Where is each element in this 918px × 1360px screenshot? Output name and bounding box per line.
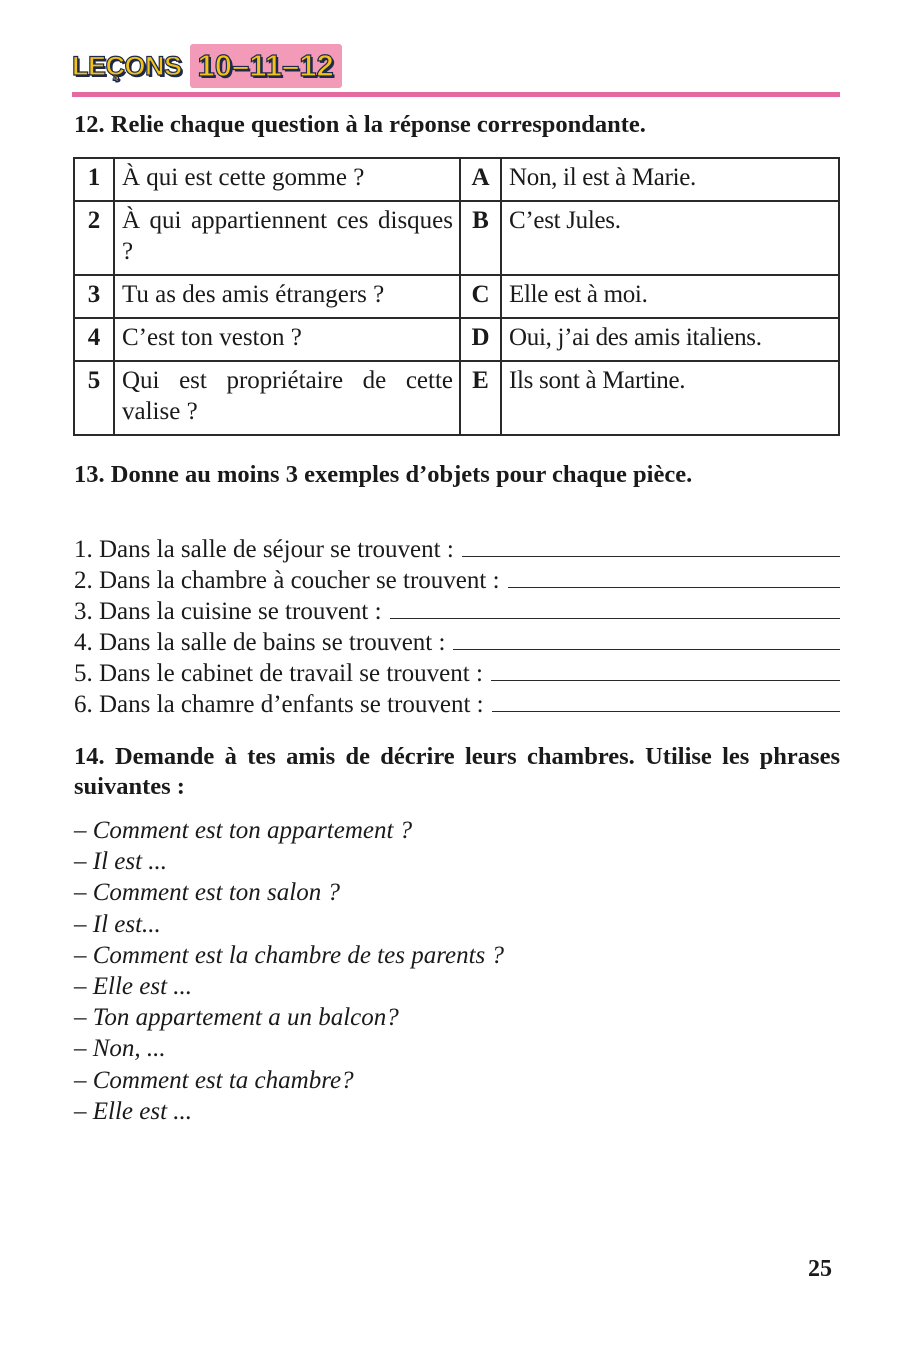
list-item <box>74 626 840 657</box>
prompt-text: 6. Dans la chamre d’enfants se trouvent : <box>74 691 484 718</box>
header-divider <box>72 92 840 97</box>
answer-text: Ils sont à Martine. <box>501 361 839 435</box>
question-text: À qui appartiennent ces disques ? <box>114 201 460 275</box>
answer-blank-line[interactable] <box>491 680 840 681</box>
list-item <box>74 595 840 626</box>
lessons-label: LEÇONS <box>72 50 182 81</box>
question-number: 2 <box>74 201 114 275</box>
answer-blank-line[interactable] <box>390 618 840 619</box>
dialogue-line: – Elle est ... <box>74 973 193 1001</box>
dialogue-list <box>74 815 504 1127</box>
table-row <box>74 361 839 435</box>
question-number: 3 <box>74 275 114 318</box>
prompt-text: 5. Dans le cabinet de travail se trouvent : <box>74 660 483 687</box>
answer-text: Elle est à moi. <box>501 275 839 318</box>
table-row <box>74 275 839 318</box>
answer-letter: A <box>460 158 501 201</box>
table-row <box>74 158 839 201</box>
dialogue-line: – Il est ... <box>74 848 168 876</box>
answer-letter: D <box>460 318 501 361</box>
prompt-text: 1. Dans la salle de séjour se trouvent : <box>74 536 454 563</box>
answer-text: C’est Jules. <box>501 201 839 275</box>
question-text: À qui est cette gomme ? <box>114 158 460 201</box>
answer-letter: C <box>460 275 501 318</box>
dialogue-line: – Comment est ta chambre? <box>74 1066 354 1094</box>
dialogue-line: – Non, ... <box>74 1035 166 1063</box>
list-item <box>74 657 840 688</box>
list-item <box>74 533 840 564</box>
question-number: 1 <box>74 158 114 201</box>
exercise-14-title: 14. Demande à tes amis de décrire leurs chambres. Utilise les phrases suivantes : <box>74 743 840 800</box>
dialogue-line: – Ton appartement a un balcon? <box>74 1004 399 1032</box>
lesson-header <box>72 42 342 90</box>
answer-blank-line[interactable] <box>508 587 840 588</box>
dialogue-line: – Comment est ton salon ? <box>74 879 340 907</box>
question-number: 5 <box>74 361 114 435</box>
question-number: 4 <box>74 318 114 361</box>
answer-blank-line[interactable] <box>492 711 840 712</box>
fill-in-list <box>74 533 840 719</box>
answer-blank-line[interactable] <box>462 556 840 557</box>
exercise-13-title: 13. Donne au moins 3 exemples d’objets pour chaque pièce. <box>74 461 693 488</box>
matching-table <box>73 157 840 436</box>
prompt-text: 3. Dans la cuisine se trouvent : <box>74 598 382 625</box>
list-item <box>74 564 840 595</box>
table-row <box>74 201 839 275</box>
dialogue-line: – Comment est ton appartement ? <box>74 817 413 844</box>
question-text: Qui est propriétaire de cette valise ? <box>114 361 460 435</box>
lesson-numbers-badge: 10–11–12 <box>190 44 342 88</box>
answer-letter: E <box>460 361 501 435</box>
list-item <box>74 688 840 719</box>
question-text: C’est ton veston ? <box>114 318 460 361</box>
exercise-12-title: 12. Relie chaque question à la réponse correspondante. <box>74 111 646 138</box>
answer-blank-line[interactable] <box>453 649 840 650</box>
dialogue-line: – Elle est ... <box>74 1097 193 1125</box>
prompt-text: 2. Dans la chambre à coucher se trouvent : <box>74 567 500 594</box>
page-number: 25 <box>808 1256 832 1282</box>
answer-text: Non, il est à Marie. <box>501 158 839 201</box>
dialogue-line: – Il est... <box>74 910 161 938</box>
question-text: Tu as des amis étrangers ? <box>114 275 460 318</box>
answer-text: Oui, j’ai des amis italiens. <box>501 318 839 361</box>
dialogue-line: – Comment est la chambre de tes parents ? <box>74 941 505 969</box>
prompt-text: 4. Dans la salle de bains se trouvent : <box>74 629 446 656</box>
answer-letter: B <box>460 201 501 275</box>
table-row <box>74 318 839 361</box>
